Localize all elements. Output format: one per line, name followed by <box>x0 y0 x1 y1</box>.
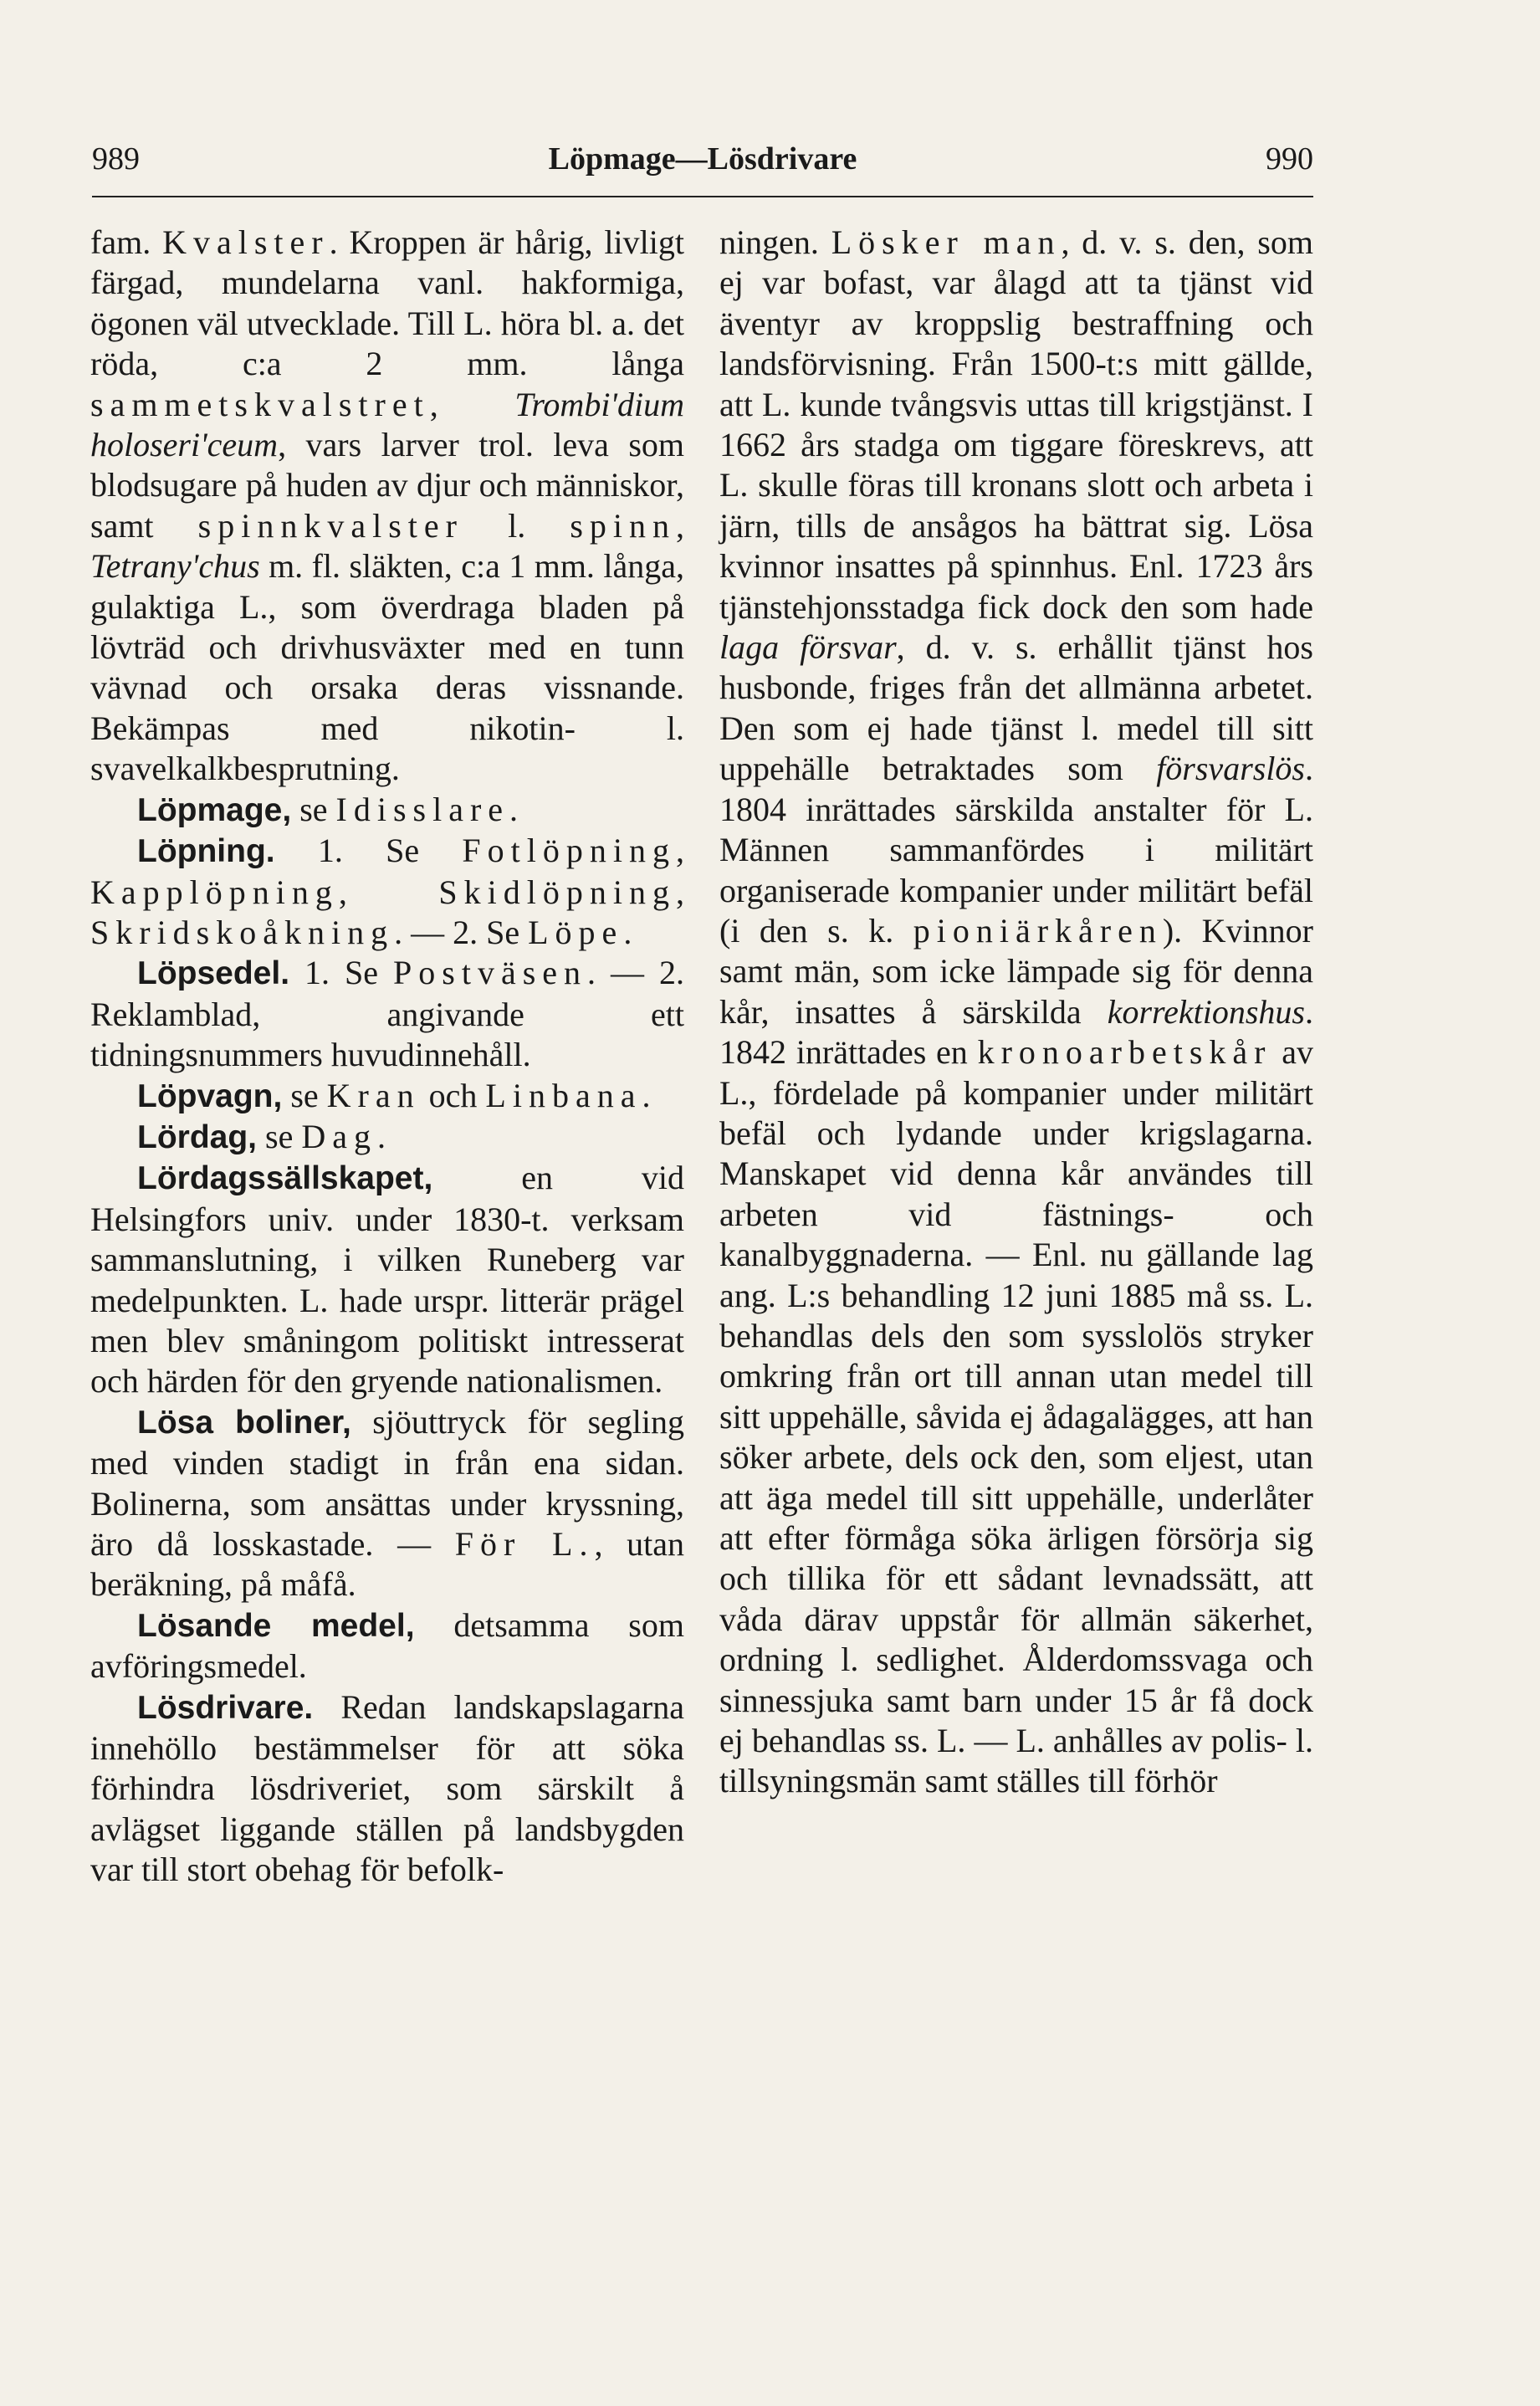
right-column <box>719 223 1313 1802</box>
headword: Löpsedel. <box>137 955 290 992</box>
headword: Lösande medel, <box>137 1607 415 1644</box>
page-number-right: 990 <box>1266 141 1313 177</box>
headword: Löpvagn, <box>137 1078 283 1114</box>
entry-lordagssallskapet: Lördagssällskapet, en vid Helsingfors univ. under 1830-t. verksam sammanslutning, i vilken Runeberg var medelpunkten. L. hade urspr. litterär prägel men blev småningom politiskt intresserat och härden för den gryende nationalismen. <box>90 1159 684 1400</box>
entry-losande-medel: Lösande medel, detsamma som avföringsmedel. <box>90 1605 684 1686</box>
entry-lopning: Löpning. 1. Se Fotlöpning, Kapplöpning, Skidlöpning, Skridskoåkning. — 2. Se Löpe. <box>90 832 684 951</box>
headword: Lördag, <box>137 1119 257 1155</box>
left-column <box>90 223 684 1891</box>
headword: Lösdrivare. <box>137 1689 314 1726</box>
headword: Lördagssällskapet, <box>137 1160 433 1197</box>
page-number-left: 989 <box>92 141 140 177</box>
headword: Löpning. <box>137 833 275 870</box>
headword: Löpmage, <box>137 791 292 828</box>
entry-losa-boliner: Lösa boliner, sjöuttryck för segling med vinden stadigt in från ena sidan. Bolinerna, som ansättas under kryssning, äro då losskastade. — För L., utan beräkning, på måfå. <box>90 1402 685 1604</box>
headword: Lösa boliner, <box>137 1404 351 1441</box>
entry-losdrivare-continued: ningen. Lösker man, d. v. s. den, som ej var bofast, var ålagd att ta tjänst vid äventyr av kroppslig bestraffning och landsförvisning. Från 1500-t:s mitt gällde, att L. kunde tvångsvis uttas till krigstjänst. I 1662 års stadga om tiggare föreskrevs, att L. skulle föras till kronans slott och arbeta i järn, tills de ansågos ha bättrat sig. Lösa kvinnor insattes på spinnhus. Enl. 1723 års tjänstehjonsstadga fick dock den som hade laga försvar, d. v. s. erhållit tjänst hos husbonde, friges från det allmänna arbetet. Den som ej hade tjänst l. medel till sitt uppehälle betraktades som försvarslös. 1804 inrättades särskilda anstalter för L. Männen sammanfördes i militärt organiserade kompanier under militärt befäl (i den s. k. pioniärkåren). Kvinnor samt män, som icke lämpade sig för denna kår, insattes å särskilda korrektionshus. 1842 inrättades en kronoarbetskår av L., fördelade på kompanier under militärt befäl och lydande under krigslagarna. Manskapet vid denna kår användes till arbeten vid fästnings- och kanalbyggnaderna. — Enl. nu gällande lag ang. L:s behandling 12 juni 1885 må ss. L. behandlas dels den som sysslolös stryker omkring från ort till annan utan medel till sitt uppehälle, såvida ej ådagalägges, att han söker arbete, dels ock den, som eljest, utan att äga medel till sitt uppehälle, underlåter att efter förmåga söka ärligen försörja sig och tillika för ett sådant levnadssätt, att våda därav uppstår för allmän säkerhet, ordning l. sedlighet. Ålderdomssvaga och sinnessjuka samt barn under 15 år få dock ej behandlas ss. L. — L. anhålles av polis- l. tillsyningsmän samt ställes till förhör <box>719 223 1313 1800</box>
entry-lopsedel: Löpsedel. 1. Se Postväsen. — 2. Reklamblad, angivande ett tidningsnummers huvudinnehåll. <box>90 954 685 1074</box>
entry-losdrivare: Lösdrivare. Redan landskapslagarna innehöllo bestämmelser för att söka förhindra lösdriveriet, som särskilt å avlägset liggande ställen på landsbygden var till stort obehag för befolk- <box>90 1687 684 1889</box>
entry-kvalster-continued: fam. Kvalster. Kroppen är hårig, livligt färgad, mundelarna vanl. hakformiga, ögonen väl utvecklade. Till L. höra bl. a. det röda, c:a 2 mm. långa sammetskvalstret, Trombi'dium holoseri'ceum, vars larver trol. leva som blodsugare på huden av djur och människor, samt spinnkvalster l. spinn, Tetrany'chus m. fl. släkten, c:a 1 mm. långa, gulaktiga L., som överdraga bladen på lövträd och drivhusväxter med en tunn vävnad och orsaka deras vissnande. Bekämpas med nikotin- l. svavelkalkbesprutning. <box>90 223 684 788</box>
running-title: Löpmage—Lösdrivare <box>548 141 857 177</box>
header-rule <box>92 196 1313 197</box>
entry-lordag: Lördag, se Dag. <box>137 1117 386 1155</box>
entry-lopmage: Löpmage, se Idisslare. <box>137 790 519 828</box>
entry-lopvagn: Löpvagn, se Kran och Linbana. <box>137 1076 651 1114</box>
page-header <box>92 141 1313 191</box>
